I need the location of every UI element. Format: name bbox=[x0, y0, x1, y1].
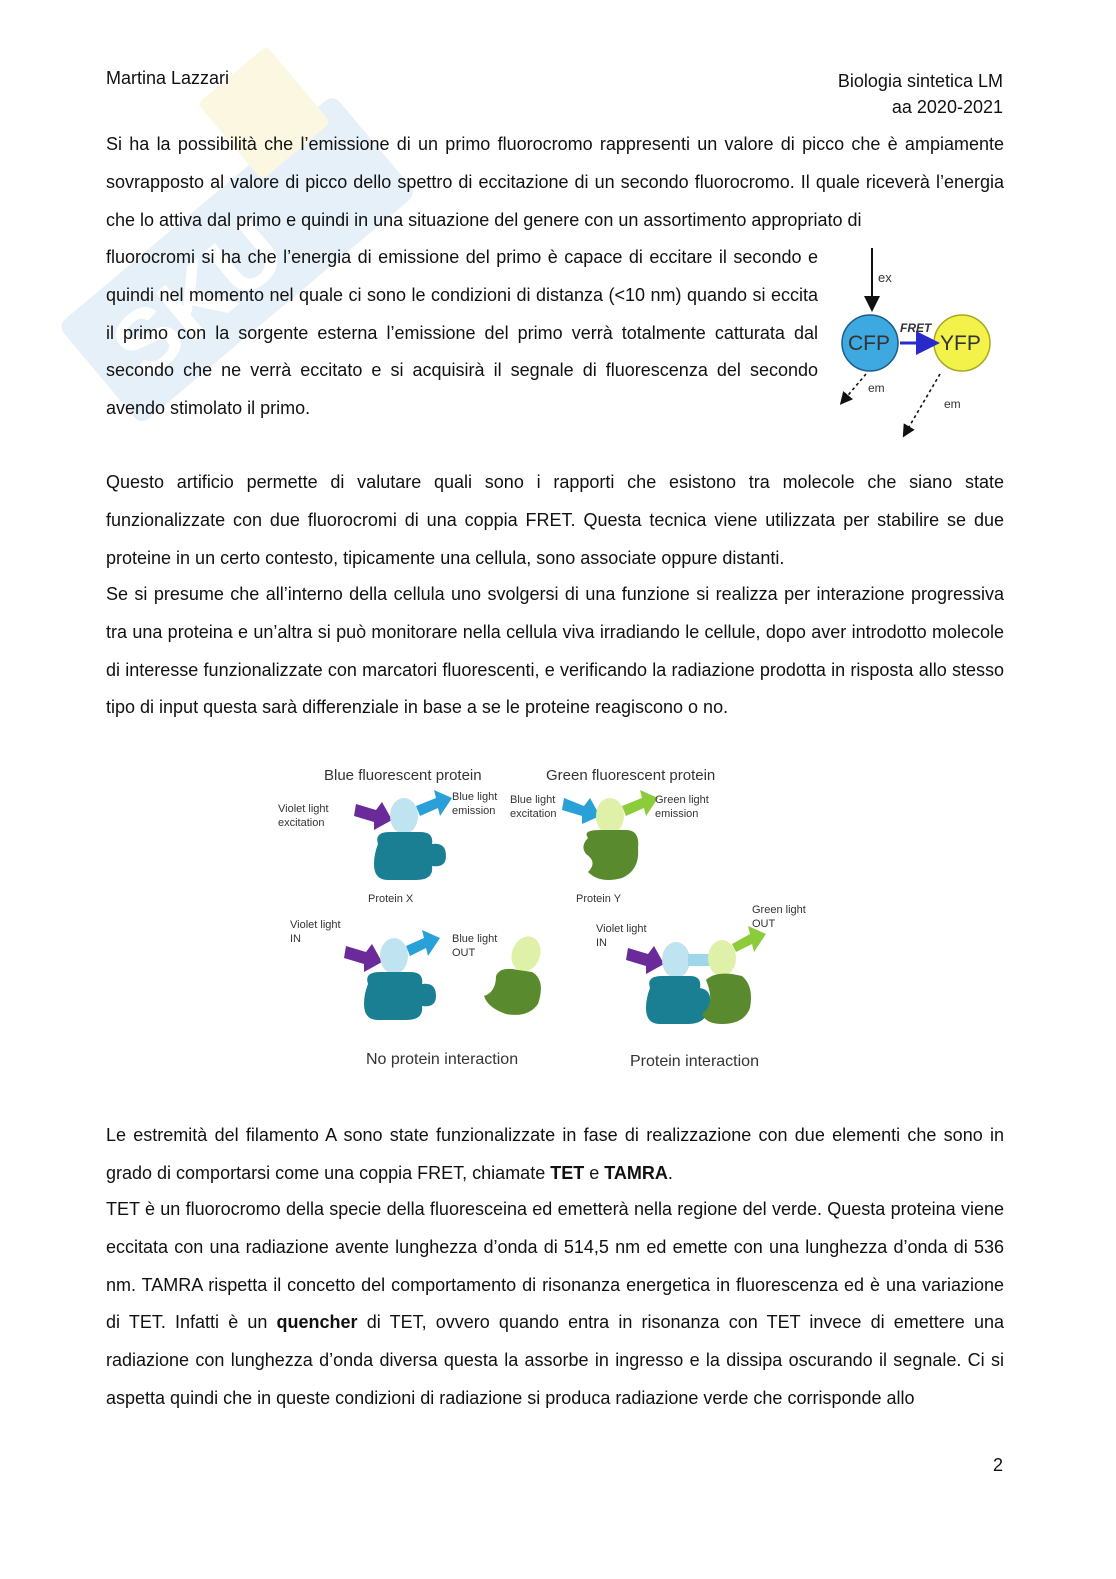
violet-in-label-1b: IN bbox=[290, 933, 301, 945]
tamra-term: TAMRA bbox=[604, 1162, 668, 1183]
blue-arrow-3 bbox=[406, 930, 440, 956]
protein-x-shape bbox=[374, 832, 446, 880]
protein-x-shape-3 bbox=[646, 976, 710, 1024]
blue-bulb-2 bbox=[380, 938, 408, 974]
violet-arrow-3 bbox=[626, 946, 664, 974]
fret-label: FRET bbox=[900, 321, 932, 335]
header-course: Biologia sintetica LM bbox=[837, 71, 1003, 91]
blue-arrow-1 bbox=[416, 790, 452, 816]
violet-excitation-label-2: excitation bbox=[278, 817, 325, 829]
p4-and: e bbox=[584, 1162, 605, 1183]
green-emission-label-1: Green light bbox=[655, 794, 709, 806]
violet-arrow-2 bbox=[344, 944, 382, 972]
protein-x-label: Protein X bbox=[368, 893, 414, 905]
green-out-label-2: OUT bbox=[752, 918, 776, 930]
blue-bulb-3 bbox=[662, 942, 690, 978]
blue-out-label-1: Blue light bbox=[452, 933, 498, 945]
protein-x-shape-2 bbox=[364, 972, 436, 1020]
blue-bulb-1 bbox=[390, 798, 418, 834]
fret-cfp-yfp-diagram bbox=[836, 240, 1006, 445]
header-year: aa 2020-2021 bbox=[891, 97, 1003, 117]
green-arrow-1 bbox=[622, 790, 658, 816]
cfp-emission-arrow bbox=[844, 374, 866, 400]
svg-text:SKU: SKU bbox=[93, 199, 304, 399]
paragraph-tet-description bbox=[106, 1191, 1004, 1418]
p4-end: . bbox=[667, 1162, 673, 1183]
paragraph-fret-application: Questo artificio permette di valutare quali sono i rapporti che esistono tra molecole che siano state funzionalizzate con due fluorocromi di una coppia FRET. Questa tecnica viene utilizzata per stabilire se due proteine in un certo contesto, tipicamente una cellula, sono associate oppure distanti. bbox=[106, 472, 1004, 568]
protein-y-shape-2 bbox=[484, 969, 541, 1015]
blue-arrow-2 bbox=[562, 798, 600, 824]
p4-text: Le estremità del filamento A sono state funzionalizzate in fase di realizzazione con due elementi che sono in grado di comportarsi come una coppia FRET, chiamate bbox=[106, 1125, 1004, 1183]
blue-excitation-label-1: Blue light bbox=[510, 794, 556, 806]
page-number: 2 bbox=[992, 1455, 1003, 1475]
green-bulb-3 bbox=[708, 940, 736, 976]
blue-out-label-2: OUT bbox=[452, 947, 476, 959]
fret-transfer-bar bbox=[688, 954, 710, 966]
p5-text-a: TET è un fluorocromo della specie della fluoresceina ed emetterà nella regione del verde. Questa proteina viene eccitata con una radiazione avente lunghezza d’onda di 514,5 nm ed emette con una lunghezza d’onda di 536 nm. TAMRA rispetta il concetto del comportamento di risonanza energetica in fluorescenza ed è una variazione di TET. Infatti è un bbox=[106, 1199, 1004, 1333]
violet-in-label-2a: Violet light bbox=[596, 923, 647, 935]
violet-arrow-1 bbox=[354, 802, 392, 830]
header-course-info bbox=[838, 68, 1003, 120]
green-bulb-1 bbox=[596, 798, 624, 834]
ex-label: ex bbox=[878, 270, 892, 285]
fluorescent-protein-interaction-figure bbox=[270, 758, 830, 1088]
paragraph-fret-intro: Si ha la possibilità che l’emissione di un primo fluorocromo rappresenti un valore di picco che è ampiamente sovrapposto al valore di picco dello spettro di eccitazione di un secondo fluorocromo. Il quale riceverà l’energia che lo attiva dal primo e quindi in una situazione del genere con un assortimento appropriato di bbox=[106, 134, 1004, 230]
green-out-label-1: Green light bbox=[752, 904, 806, 916]
paragraph-live-cell: Se si presume che all’interno della cellula uno svolgersi di una funzione si realizza per interazione progressiva tra una proteina e un’altra si può monitorare nella cellula viva irradiando le cellule, dopo aver introdotto molecole di interesse funzionalizzate con marcatori fluorescenti, e verificando la radiazione prodotta in risposta allo stesso tipo di input questa sarà differenziale in base a se le proteine reagiscono o no. bbox=[106, 584, 1004, 718]
violet-excitation-label-1: Violet light bbox=[278, 803, 329, 815]
green-emission-label-2: emission bbox=[655, 808, 699, 820]
em-label-yfp: em bbox=[944, 397, 961, 411]
yfp-emission-arrow bbox=[906, 374, 940, 432]
violet-in-label-1a: Violet light bbox=[290, 919, 341, 931]
paragraph-fret-intro-cont: fluorocromi si ha che l’energia di emissione del primo è capace di eccitare il secondo e quindi nel momento nel quale ci sono le condizioni di distanza (<10 nm) quando si eccita il primo con la sorgente esterna l’emissione del primo verrà totalmente catturata dal secondo che ne verrà eccitato e si acquisirà il segnale di fluorescenza del secondo avendo stimolato il primo. bbox=[106, 247, 818, 419]
blue-fp-title: Blue fluorescent protein bbox=[324, 767, 482, 784]
yfp-label: YFP bbox=[940, 332, 981, 355]
quencher-term: quencher bbox=[276, 1312, 358, 1333]
violet-in-label-2b: IN bbox=[596, 937, 607, 949]
tet-term: TET bbox=[550, 1162, 585, 1183]
blue-emission-label-1: Blue light bbox=[452, 791, 498, 803]
interaction-caption: Protein interaction bbox=[630, 1053, 759, 1070]
header-author: Martina Lazzari bbox=[106, 68, 230, 88]
green-fp-title: Green fluorescent protein bbox=[546, 767, 716, 784]
protein-y-shape bbox=[583, 830, 638, 880]
blue-emission-label-2: emission bbox=[452, 805, 496, 817]
paragraph-tet-tamra bbox=[106, 1117, 1004, 1193]
no-interaction-caption: No protein interaction bbox=[366, 1051, 519, 1068]
protein-y-label: Protein Y bbox=[576, 893, 622, 905]
blue-excitation-label-2: excitation bbox=[510, 808, 557, 820]
em-label-cfp: em bbox=[868, 381, 885, 395]
cfp-label: CFP bbox=[848, 332, 890, 355]
p5-text-b: di TET, ovvero quando entra in risonanza con TET invece di emettere una radiazione con lunghezza d’onda diversa questa la assorbe in ingresso e la dissipa oscurando il segnale. Ci si aspetta quindi che in queste condizioni di radiazione si produca radiazione verde che corrisponde allo bbox=[106, 1312, 1004, 1408]
